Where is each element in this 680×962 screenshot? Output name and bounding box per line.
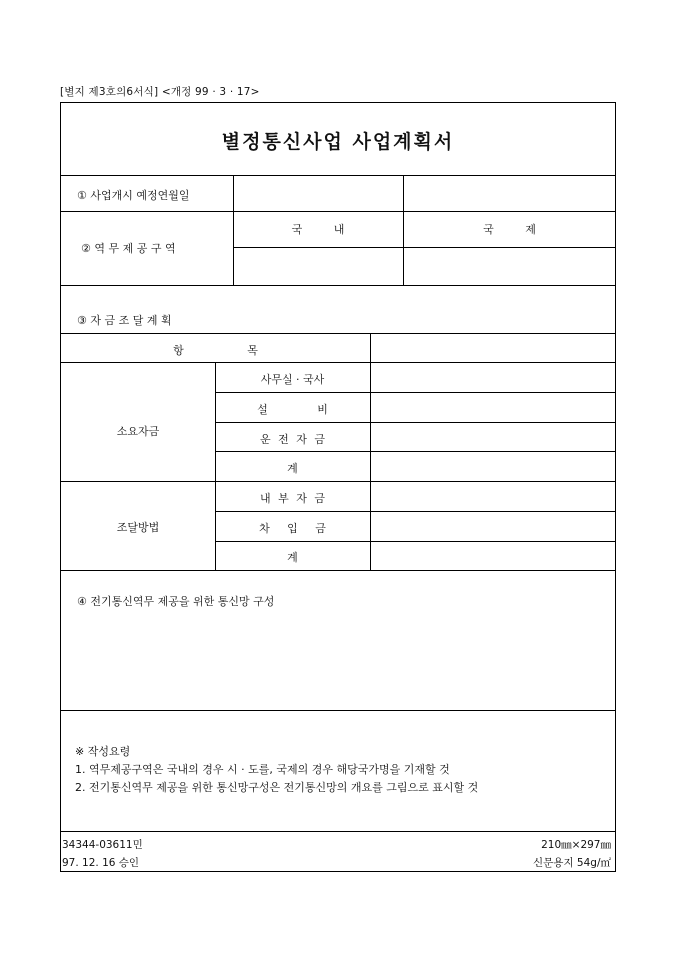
business-plan-form (60, 102, 616, 872)
required-funds-label: 소요자금 (116, 425, 160, 438)
form-title: 별정통신사업 사업계획서 (221, 131, 455, 153)
funding-value-input[interactable] (372, 483, 614, 510)
rule-row (215, 451, 616, 452)
domestic-column-label: 국 내 (291, 223, 345, 236)
paper-size: 210㎜×297㎜ (541, 839, 611, 851)
required-row-label: 설 비 (257, 403, 328, 416)
funding-value-input[interactable] (372, 424, 614, 450)
rule-section3-label-bottom (61, 333, 616, 334)
item-header-value[interactable] (372, 335, 614, 361)
rule-row (215, 541, 616, 542)
form-code: 34344-03611민 (62, 839, 143, 851)
rule-section1-bottom (61, 211, 616, 212)
rule-header-item-bottom (61, 362, 616, 363)
funding-value-input[interactable] (372, 394, 614, 421)
start-date-label: ① 사업개시 예정연월일 (77, 189, 190, 202)
approval-date: 97. 12. 16 승인 (62, 857, 140, 869)
financing-total-label: 계 (287, 551, 298, 564)
financing-row-label: 내 부 자 금 (260, 492, 325, 505)
rule-under-title (61, 175, 616, 176)
domestic-area-input[interactable] (235, 249, 401, 283)
instructions-title: ※ 작성요령 (75, 745, 131, 758)
rule-row (215, 392, 616, 393)
rule-section4-bottom (61, 710, 616, 711)
network-config-label: ④ 전기통신역무 제공을 위한 통신망 구성 (77, 595, 275, 608)
rule-instructions-bottom (61, 831, 616, 832)
rule-section2-sub (233, 247, 616, 248)
required-row-label: 사무실 · 국사 (260, 373, 325, 386)
funding-value-input[interactable] (372, 364, 614, 391)
start-date-value[interactable] (235, 177, 401, 209)
instructions (75, 743, 478, 797)
required-row-label: 운 전 자 금 (260, 433, 325, 446)
international-column-label: 국 제 (483, 223, 536, 236)
network-config-area[interactable] (63, 613, 614, 708)
funding-value-input[interactable] (372, 513, 614, 540)
start-date-extra[interactable] (405, 177, 613, 209)
paper-type: 신문용지 54g/㎡ (533, 857, 611, 869)
rule-value-column (370, 333, 371, 570)
rule-group-divider (61, 481, 616, 482)
funding-plan-label: ③ 자 금 조 달 계 획 (77, 314, 172, 327)
rule-row (215, 422, 616, 423)
funding-value-input[interactable] (372, 543, 614, 569)
instruction-item: 2. 전기통신역무 제공을 위한 통신망구성은 전기통신망의 개요를 그림으로 표시할 것 (75, 781, 479, 794)
rule-section3-bottom (61, 570, 616, 571)
funding-value-input[interactable] (372, 453, 614, 480)
item-header-label: 항 목 (173, 344, 258, 357)
rule-row (215, 511, 616, 512)
instruction-item: 1. 역무제공구역은 국내의 경우 시 · 도를, 국제의 경우 해당국가명을 기재할 것 (75, 763, 450, 776)
financing-row-label: 차 입 금 (259, 522, 326, 535)
form-reference: [별지 제3호의6서식] <개정 99 · 3 · 17> (60, 86, 260, 98)
financing-method-label: 조달방법 (116, 521, 160, 534)
required-total-label: 계 (287, 462, 298, 475)
international-area-input[interactable] (405, 249, 613, 283)
rule-section2-bottom (61, 285, 616, 286)
service-area-label: ② 역 무 제 공 구 역 (81, 242, 176, 255)
